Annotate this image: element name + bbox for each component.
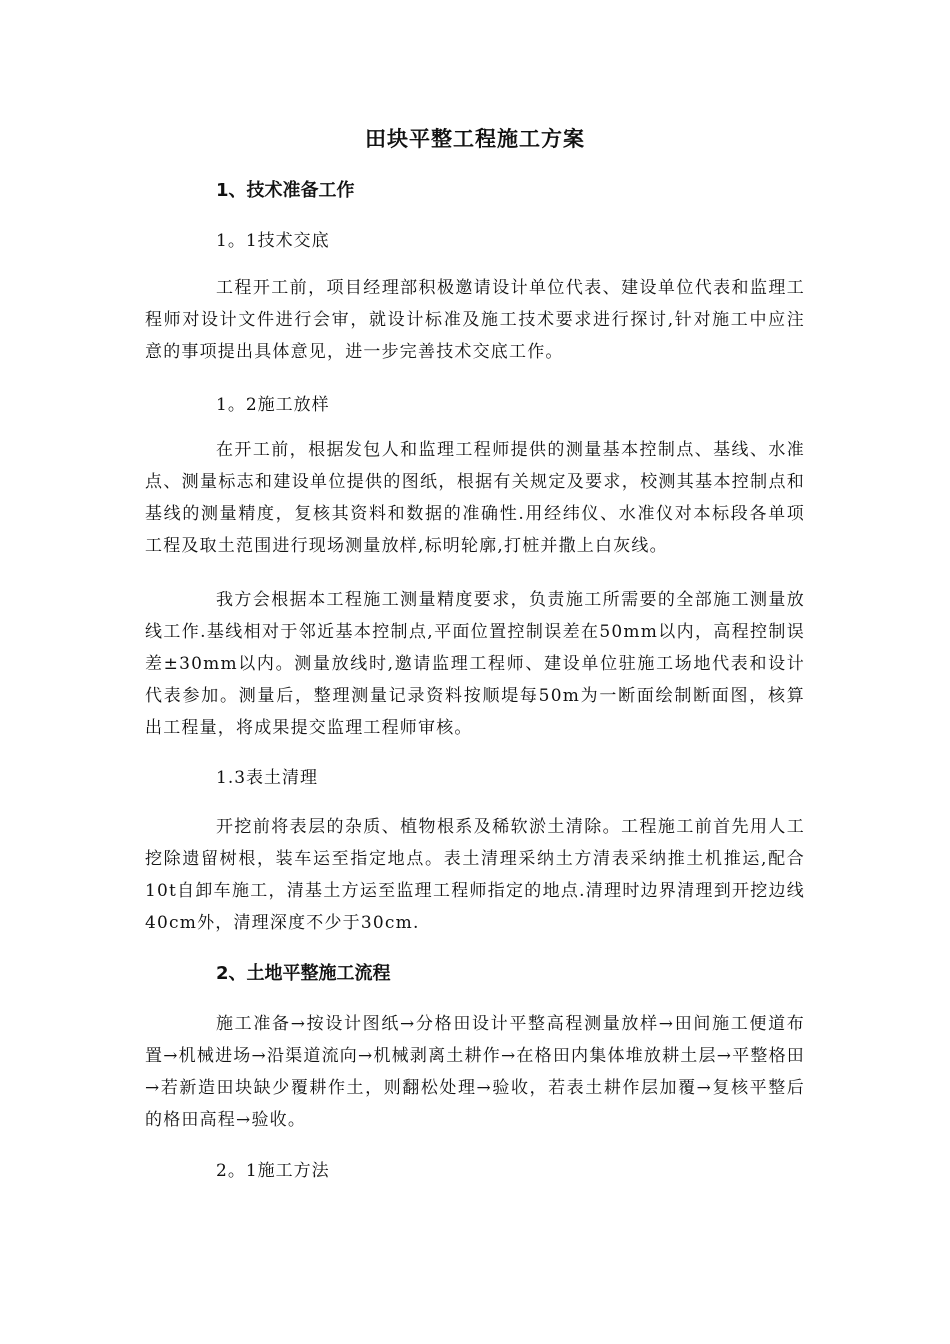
paragraph-technical-briefing: 工程开工前，项目经理部积极邀请设计单位代表、建设单位代表和监理工程师对设计文件进行会审，就设计标准及施工技术要求进行探讨,针对施工中应注意的事项提出具体意见，进一步完善技术交底工作。 [145, 278, 805, 362]
section-heading-2: 2、土地平整施工流程 [216, 963, 391, 984]
paragraph-construction-flow: 施工准备→按设计图纸→分格田设计平整高程测量放样→田间施工便道布置→机械进场→沿渠道流向→机械剥离土耕作→在格田内集体堆放耕土层→平整格田→若新造田块缺少覆耕作土，则翻松处理→验收，若表土耕作层加覆→复核平整后的格田高程→验收。 [145, 1014, 805, 1130]
paragraph-survey-accuracy: 我方会根据本工程施工测量精度要求，负责施工所需要的全部施工测量放线工作.基线相对于邻近基本控制点,平面位置控制误差在50mm以内，高程控制误差±30mm以内。测量放线时,邀请监理工程师、建设单位驻施工场地代表和设计代表参加。测量后，整理测量记录资料按顺堤每50m为一断面绘制断面图，核算出工程量，将成果提交监理工程师审核。 [145, 590, 805, 738]
subsection-heading-1-1: 1。1技术交底 [216, 231, 330, 251]
paragraph-layout-survey: 在开工前，根据发包人和监理工程师提供的测量基本控制点、基线、水准点、测量标志和建设单位提供的图纸，根据有关规定及要求，校测其基本控制点和基线的测量精度，复核其资料和数据的准确性.用经纬仪、水准仪对本标段各单项工程及取土范围进行现场测量放样,标明轮廓,打桩并撒上白灰线。 [145, 440, 805, 556]
subsection-heading-1-3: 1.3表土清理 [216, 768, 319, 788]
document-title: 田块平整工程施工方案 [365, 127, 585, 151]
subsection-heading-1-2: 1。2施工放样 [216, 395, 330, 415]
section-heading-1: 1、技术准备工作 [216, 180, 355, 201]
paragraph-topsoil-clearing: 开挖前将表层的杂质、植物根系及稀软淤土清除。工程施工前首先用人工挖除遗留树根，装车运至指定地点。表土清理采纳土方清表采纳推土机推运,配合10t自卸车施工，清基土方运至监理工程师指定的地点.清理时边界清理到开挖边线40cm外，清理深度不少于30cm. [145, 817, 805, 933]
subsection-heading-2-1: 2。1施工方法 [216, 1161, 330, 1181]
